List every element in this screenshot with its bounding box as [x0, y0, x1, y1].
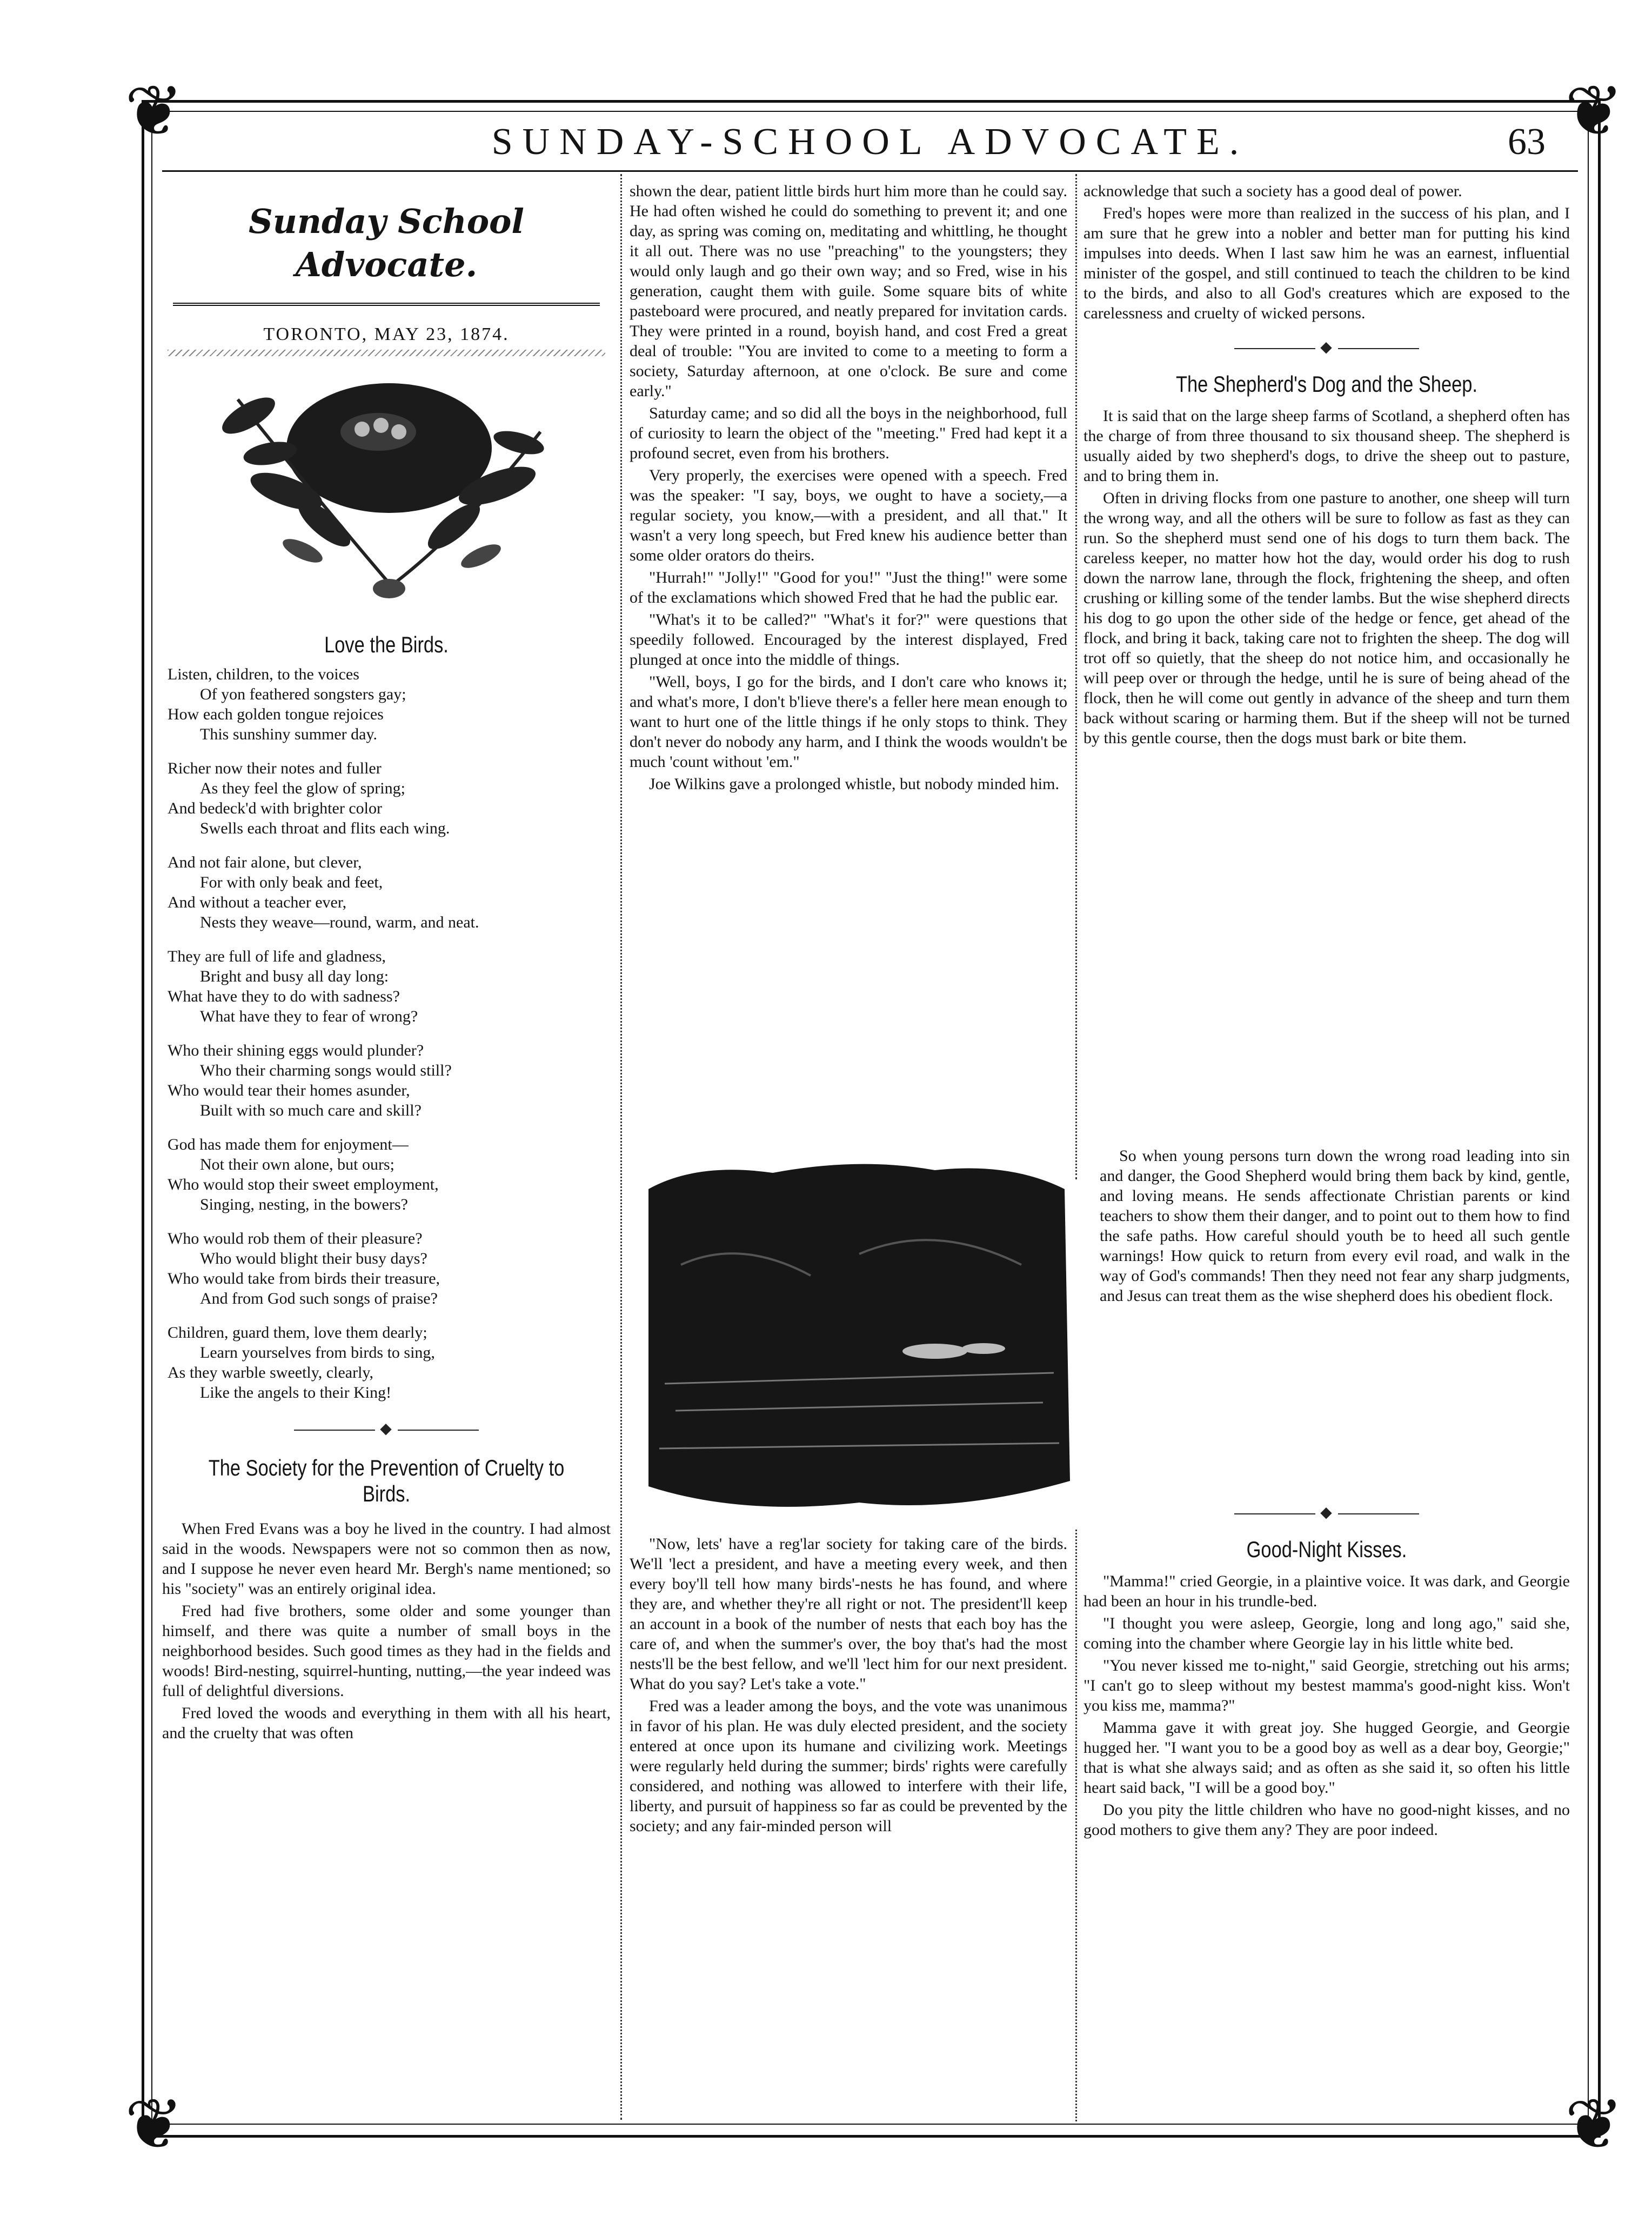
kisses-paragraph-1: "Mamma!" cried Georgie, in a plaintive voice. It was dark, and Georgie had been an hour in his trundle-bed.	[1084, 1572, 1570, 1610]
poem-line: Children, guard them, love them dearly;	[168, 1324, 427, 1341]
middle-paragraph-7: Joe Wilkins gave a prolonged whistle, but nobody minded him.	[649, 775, 1059, 793]
poem-line: What have they to do with sadness?	[168, 987, 400, 1005]
poem-line: Learn yourselves from birds to sing,	[200, 1344, 435, 1361]
poem-line: Swells each throat and flits each wing.	[200, 819, 450, 837]
poem-line: Who would tear their homes asunder,	[168, 1082, 410, 1099]
shepherd-paragraph-3: So when young persons turn down the wrong road leading into sin and danger, the Good Shepherd would bring them back by kind, gentle, and loving means. He sends affectionate Christian parents or kind teachers to show them their danger, and to point out to them how to find the safe paths. How careful should youth be to heed all such gentle warnings! How quick to return from every evil road, and walk in the way of God's commands! Then they need not fear any sharp judgments, and Jesus can treat them as the wise shepherd does his obedient flock.	[1100, 1147, 1570, 1305]
dateline: TORONTO, MAY 23, 1874.	[263, 324, 510, 344]
left-column	[162, 178, 611, 1745]
right-column-bottom	[1084, 1503, 1570, 1842]
poem-line: Who would stop their sweet employment,	[168, 1176, 439, 1193]
section-divider: ◆	[1084, 337, 1570, 357]
column-rule-left	[620, 174, 622, 2120]
poem-line: Who would rob them of their pleasure?	[168, 1230, 423, 1247]
kisses-paragraph-5: Do you pity the little children who have no good-night kisses, and no good mothers to give them any? They are poor indeed.	[1084, 1801, 1570, 1839]
poem-stanza	[168, 1040, 611, 1120]
poem-stanza	[168, 1229, 611, 1309]
poem-line: And from God such songs of praise?	[200, 1290, 438, 1307]
middle-paragraph-5: "What's it to be called?" "What's it for?" were questions that speedily followed. Encouraged by the interest displayed, Fred plunged at once into the middle of things.	[630, 611, 1067, 669]
shepherd-dog-illustration	[632, 1157, 1084, 1519]
middle-column-bottom	[630, 1534, 1067, 1838]
poem-line: Singing, nesting, in the bowers?	[200, 1196, 408, 1213]
poem-line: As they warble sweetly, clearly,	[168, 1364, 373, 1381]
poem-line: Not their own alone, but ours;	[200, 1156, 394, 1173]
shepherd-title: The Shepherd's Dog and the Sheep.	[1175, 371, 1478, 397]
right-paragraph-1: acknowledge that such a society has a good deal of power.	[1084, 182, 1462, 200]
society-paragraph-2: Fred had five brothers, some older and some younger than himself, and there was quite a number of small boys in the neighborhood besides. Such good times as they had in the fields and woods! Bird-nesting, squirrel-hunting, nutting,—the year indeed was full of delightful diversions.	[162, 1602, 611, 1700]
kisses-paragraph-3: "You never kissed me to-night," said Georgie, stretching out his arms; "I can't go to sleep without my bestest mamma's good-night kiss. Won't you kiss me, mamma?"	[1084, 1657, 1570, 1714]
shepherd-dog-engraving	[632, 1157, 1084, 1519]
paper-name: Sunday School Advocate.	[249, 202, 524, 284]
poem-line: Bright and busy all day long:	[200, 967, 389, 985]
kisses-paragraph-2: "I thought you were asleep, Georgie, long and long ago," said she, coming into the chamber where Georgie lay in his little white bed.	[1084, 1614, 1570, 1652]
ornament-top-left-icon: ❦	[124, 70, 184, 152]
masthead-title: SUNDAY-SCHOOL ADVOCATE.	[491, 121, 1249, 163]
poem-stanza	[168, 758, 611, 838]
middle-paragraph-3: Very properly, the exercises were opened with a speech. Fred was the speaker: "I say, boys, we ought to have a society,—a regular society, you know,—with a president, and all that." It wasn't a very long speech, but Fred knew his audience better than some older orators do theirs.	[630, 466, 1067, 564]
poem-line: And not fair alone, but clever,	[168, 853, 362, 871]
poem-stanza	[168, 664, 611, 744]
kisses-title: Good-Night Kisses.	[1246, 1537, 1407, 1562]
poem-line: Like the angels to their King!	[200, 1384, 392, 1401]
poem-title: Love the Birds.	[324, 632, 449, 657]
society-title: The Society for the Prevention of Cruelty to Birds.	[208, 1455, 565, 1506]
section-divider: ◆	[162, 1419, 611, 1439]
middle-paragraph-8: "Now, lets' have a reg'lar society for taking care of the birds. We'll 'lect a president, and have a meeting every week, and then every boy'll tell how many birds'-nests he has found, and where they are, and whether they're all right or not. The president'll keep an account in a book of the number of nests that each boy has the care of, and when the summer's over, the boy that's had the most nests'll be the best fellow, and we'll 'lect him for our next president. What do you say? Let's take a vote."	[630, 1535, 1067, 1693]
poem-line: What have they to fear of wrong?	[200, 1007, 418, 1025]
poem-line: Who their shining eggs would plunder?	[168, 1042, 424, 1059]
right-paragraph-2: Fred's hopes were more than realized in the success of his plan, and I am sure that he grew into a nobler and better man for putting his kind impulses into deeds. When I last saw him he was an earnest, influential minister of the gospel, and still continued to teach the children to be kind to the birds, and also to all God's creatures which are exposed to the carelessness and cruelty of wicked persons.	[1084, 204, 1570, 322]
double-rule	[173, 303, 600, 306]
poem-line: For with only beak and feet,	[200, 873, 383, 891]
right-column-top	[1084, 181, 1570, 750]
right-column-middle	[1100, 1146, 1570, 1308]
bird-nest-illustration	[162, 367, 611, 621]
poem-line: Built with so much care and skill?	[200, 1102, 422, 1119]
society-paragraph-1: When Fred Evans was a boy he lived in the country. I had almost said in the woods. Newspapers were not so common then as now, and I suppose he never even heard Mr. Bergh's name mentioned; so his "society" was an entirely original idea.	[162, 1520, 611, 1598]
wavy-rule	[168, 350, 605, 356]
society-paragraph-3: Fred loved the woods and everything in them with all his heart, and the cruelty that was often	[162, 1704, 611, 1742]
poem-line: They are full of life and gladness,	[168, 947, 386, 965]
shepherd-paragraph-1: It is said that on the large sheep farms of Scotland, a shepherd often has the charge of from three thousand to six thousand sheep. The shepherd is usually aided by two shepherd's dogs, to drive the sheep out to pasture, and to bring them in.	[1084, 407, 1570, 485]
poem-line: Listen, children, to the voices	[168, 665, 359, 683]
poem-stanza	[168, 852, 611, 932]
poem-line: Who their charming songs would still?	[200, 1062, 452, 1079]
poem-stanza	[168, 1134, 611, 1214]
column-rule-right-bottom	[1075, 1530, 1077, 2121]
page-number: 63	[1508, 121, 1546, 163]
poem	[162, 664, 611, 1403]
bird-nest-engraving	[162, 367, 611, 621]
poem-line: And without a teacher ever,	[168, 893, 347, 911]
poem-line: Nests they weave—round, warm, and neat.	[200, 913, 479, 931]
shepherd-paragraph-2: Often in driving flocks from one pasture to another, one sheep will turn the wrong way, and all the others will be sure to follow as fast as they can run. So the shepherd must send one of his dogs to turn them back. The careless keeper, no matter how hot the day, would order his dog to rush down the narrow lane, through the flock, frightening the sheep, and often crushing or killing some of the tender lambs. But the wise shepherd directs his dog to go upon the other side of the hedge or fence, get ahead of the flock, and bring it back, taking care not to frighten the sheep. The dog will trot off so quietly, that the sheep do not notice him, and occasionally he will peep over or through the hedge, until he is sure of being ahead of the flock, then he will come out gently in advance of the sheep and turn them back without scaring or harming them. But if the sheep will not be turned by this gentle course, then the dogs must bark or bite them.	[1084, 489, 1570, 747]
poem-line: Of yon feathered songsters gay;	[200, 685, 406, 703]
column-rule-right-top	[1075, 174, 1077, 1179]
poem-line: As they feel the glow of spring;	[200, 779, 405, 797]
poem-stanza	[168, 1323, 611, 1403]
ornament-bottom-right-icon: ❦	[1564, 2083, 1624, 2165]
kisses-paragraph-4: Mamma gave it with great joy. She hugged Georgie, and Georgie hugged her. "I want you to be a good boy as well as a dear boy, Georgie;" that is what she always said; and as often as she said it, so often his little heart said back, "I will be a good boy."	[1084, 1719, 1570, 1797]
section-divider: ◆	[1084, 1503, 1570, 1523]
poem-line: And bedeck'd with brighter color	[168, 799, 382, 817]
masthead	[162, 118, 1578, 166]
poem-line: Who would blight their busy days?	[200, 1250, 427, 1267]
poem-stanza	[168, 946, 611, 1026]
poem-line: God has made them for enjoyment—	[168, 1136, 409, 1153]
poem-line: Who would take from birds their treasure,	[168, 1270, 440, 1287]
middle-paragraph-4: "Hurrah!" "Jolly!" "Good for you!" "Just the thing!" were some of the exclamations which showed Fred that he had the public ear.	[630, 569, 1067, 606]
poem-line: This sunshiny summer day.	[200, 725, 378, 743]
middle-column-top	[630, 181, 1067, 796]
ornament-bottom-left-icon: ❦	[124, 2083, 184, 2165]
middle-paragraph-2: Saturday came; and so did all the boys in the neighborhood, full of curiosity to learn the object of the "meeting." Fred had kept it a profound secret, even from his brothers.	[630, 404, 1067, 462]
middle-paragraph-9: Fred was a leader among the boys, and the vote was unanimous in favor of his plan. He was duly elected president, and the society entered at once upon its humane and civilizing work. Meetings were regularly held during the summer; birds' rights were carefully considered, and nothing was allowed to interfere with their life, liberty, and pursuit of happiness so far as could be prevented by the society; and any fair-minded person will	[630, 1697, 1067, 1835]
poem-line: Richer now their notes and fuller	[168, 759, 382, 777]
middle-paragraph-1: shown the dear, patient little birds hurt him more than he could say. He had often wished he could do something to prevent it; and one day, as spring was coming on, meditating and whittling, he thought it all out. There was no use "preaching" to the youngsters; they would only laugh and go their own way; and so Fred, wise in his generation, caught them with guile. Some square bits of white pasteboard were procured, and neatly prepared for invitation cards. They were printed in a round, boyish hand, and cost Fred a great deal of trouble: "You are invited to come to a meeting to form a society, Saturday afternoon, at one o'clock. Be sure and come early."	[630, 182, 1067, 400]
poem-line: How each golden tongue rejoices	[168, 705, 384, 723]
middle-paragraph-6: "Well, boys, I go for the birds, and I don't care who knows it; and what's more, I don't b'lieve there's a feller here mean enough to want to hurt one of the little things if he only stops to think. They don't never do nobody any harm, and I think the woods wouldn't be much 'count without 'em."	[630, 673, 1067, 771]
ornament-top-right-icon: ❦	[1564, 70, 1624, 152]
header-rule	[162, 170, 1578, 172]
